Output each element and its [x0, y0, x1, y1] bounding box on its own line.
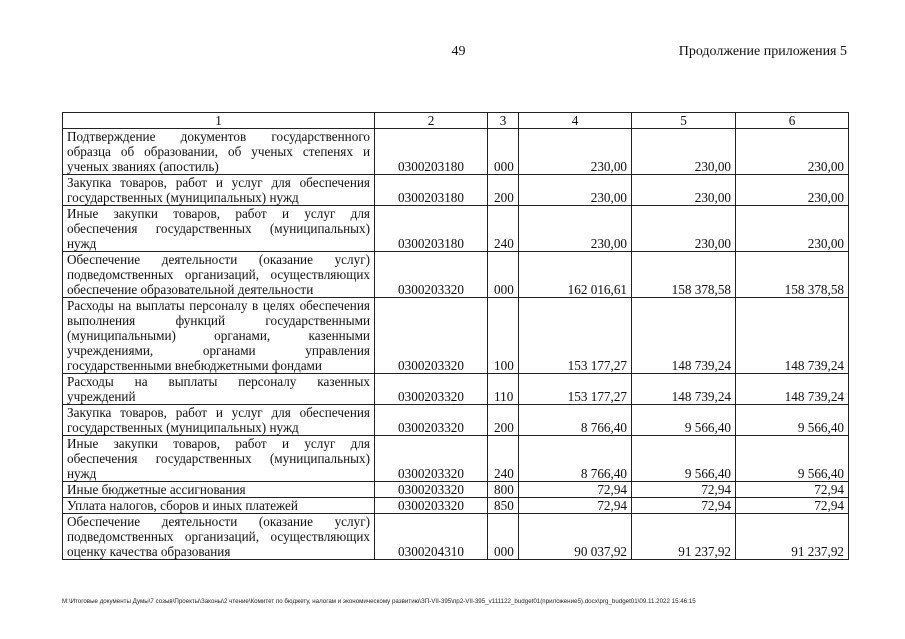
- target-code: 0300203180: [375, 129, 488, 175]
- table-row: [63, 498, 849, 514]
- amount-col5: 91 237,92: [632, 514, 736, 560]
- amount-col6: 91 237,92: [736, 514, 849, 560]
- column-header: 5: [632, 113, 736, 129]
- file-path-footer: M:\Итоговые документы Думы\7 созыв\Проекты\Законы\2 чтение\Комитет по бюджету, налогам и экономическому развитию\ЗП-VII-395\пр2-VII-395_v111122_budget01(приложение5).docx\prg_budget01\09.11.2022 15:46:15: [62, 598, 696, 605]
- item-name: Подтверждение документов государственного образца об образовании, об ученых степенях и ученых званиях (апостиль): [63, 129, 375, 175]
- expense-type: 240: [488, 206, 519, 252]
- target-code: 0300203320: [375, 298, 488, 374]
- table-row: [63, 514, 849, 560]
- item-name: Иные закупки товаров, работ и услуг для обеспечения государственных (муниципальных) нужд: [63, 436, 375, 482]
- expense-type: 110: [488, 374, 519, 405]
- amount-col4: 72,94: [519, 482, 632, 498]
- table-row: [63, 298, 849, 374]
- column-header: 2: [375, 113, 488, 129]
- amount-col5: 9 566,40: [632, 405, 736, 436]
- item-name: Иные бюджетные ассигнования: [63, 482, 375, 498]
- target-code: 0300203320: [375, 436, 488, 482]
- amount-col6: 72,94: [736, 498, 849, 514]
- item-name: Обеспечение деятельности (оказание услуг) подведомственных организаций, осуществляющих оценку качества образования: [63, 514, 375, 560]
- table-row: [63, 175, 849, 206]
- item-name: Закупка товаров, работ и услуг для обеспечения государственных (муниципальных) нужд: [63, 405, 375, 436]
- column-header: 1: [63, 113, 375, 129]
- target-code: 0300204310: [375, 514, 488, 560]
- item-name: Расходы на выплаты персоналу в целях обеспечения выполнения функций государственными (муниципальными) органами, казенными учреждениями, органами управления государственными внебюджетными фондами: [63, 298, 375, 374]
- table-row: [63, 129, 849, 175]
- expense-type: 000: [488, 252, 519, 298]
- amount-col6: 230,00: [736, 175, 849, 206]
- target-code: 0300203320: [375, 252, 488, 298]
- amount-col5: 158 378,58: [632, 252, 736, 298]
- amount-col4: 230,00: [519, 206, 632, 252]
- expense-type: 000: [488, 514, 519, 560]
- amount-col5: 230,00: [632, 175, 736, 206]
- amount-col4: 8 766,40: [519, 436, 632, 482]
- table-row: [63, 374, 849, 405]
- target-code: 0300203320: [375, 498, 488, 514]
- expense-type: 200: [488, 175, 519, 206]
- target-code: 0300203320: [375, 482, 488, 498]
- expense-type: 000: [488, 129, 519, 175]
- amount-col4: 72,94: [519, 498, 632, 514]
- expense-type: 800: [488, 482, 519, 498]
- amount-col5: 72,94: [632, 498, 736, 514]
- item-name: Закупка товаров, работ и услуг для обеспечения государственных (муниципальных) нужд: [63, 175, 375, 206]
- column-header: 6: [736, 113, 849, 129]
- table-row: [63, 482, 849, 498]
- amount-col4: 8 766,40: [519, 405, 632, 436]
- amount-col5: 148 739,24: [632, 374, 736, 405]
- amount-col6: 9 566,40: [736, 405, 849, 436]
- target-code: 0300203320: [375, 374, 488, 405]
- amount-col5: 72,94: [632, 482, 736, 498]
- amount-col6: 148 739,24: [736, 298, 849, 374]
- item-name: Иные закупки товаров, работ и услуг для обеспечения государственных (муниципальных) нужд: [63, 206, 375, 252]
- item-name: Обеспечение деятельности (оказание услуг) подведомственных организаций, осуществляющих обеспечение образовательной деятельности: [63, 252, 375, 298]
- amount-col6: 148 739,24: [736, 374, 849, 405]
- target-code: 0300203180: [375, 206, 488, 252]
- column-header: 4: [519, 113, 632, 129]
- amount-col5: 230,00: [632, 129, 736, 175]
- expense-type: 240: [488, 436, 519, 482]
- table-row: [63, 436, 849, 482]
- expense-type: 200: [488, 405, 519, 436]
- appendix-continuation-label: Продолжение приложения 5: [678, 44, 847, 59]
- expense-type: 850: [488, 498, 519, 514]
- amount-col4: 153 177,27: [519, 374, 632, 405]
- amount-col4: 162 016,61: [519, 252, 632, 298]
- amount-col6: 230,00: [736, 206, 849, 252]
- amount-col5: 148 739,24: [632, 298, 736, 374]
- item-name: Расходы на выплаты персоналу казенных учреждений: [63, 374, 375, 405]
- amount-col6: 158 378,58: [736, 252, 849, 298]
- target-code: 0300203180: [375, 175, 488, 206]
- amount-col6: 9 566,40: [736, 436, 849, 482]
- amount-col4: 153 177,27: [519, 298, 632, 374]
- amount-col4: 90 037,92: [519, 514, 632, 560]
- column-header: 3: [488, 113, 519, 129]
- table-row: [63, 405, 849, 436]
- page-number: 49: [451, 44, 466, 59]
- amount-col4: 230,00: [519, 175, 632, 206]
- item-name: Уплата налогов, сборов и иных платежей: [63, 498, 375, 514]
- budget-table: [62, 112, 849, 560]
- target-code: 0300203320: [375, 405, 488, 436]
- table-row: [63, 206, 849, 252]
- amount-col4: 230,00: [519, 129, 632, 175]
- amount-col6: 72,94: [736, 482, 849, 498]
- table-row: [63, 252, 849, 298]
- table-header-row: [63, 113, 849, 129]
- expense-type: 100: [488, 298, 519, 374]
- amount-col5: 9 566,40: [632, 436, 736, 482]
- amount-col5: 230,00: [632, 206, 736, 252]
- amount-col6: 230,00: [736, 129, 849, 175]
